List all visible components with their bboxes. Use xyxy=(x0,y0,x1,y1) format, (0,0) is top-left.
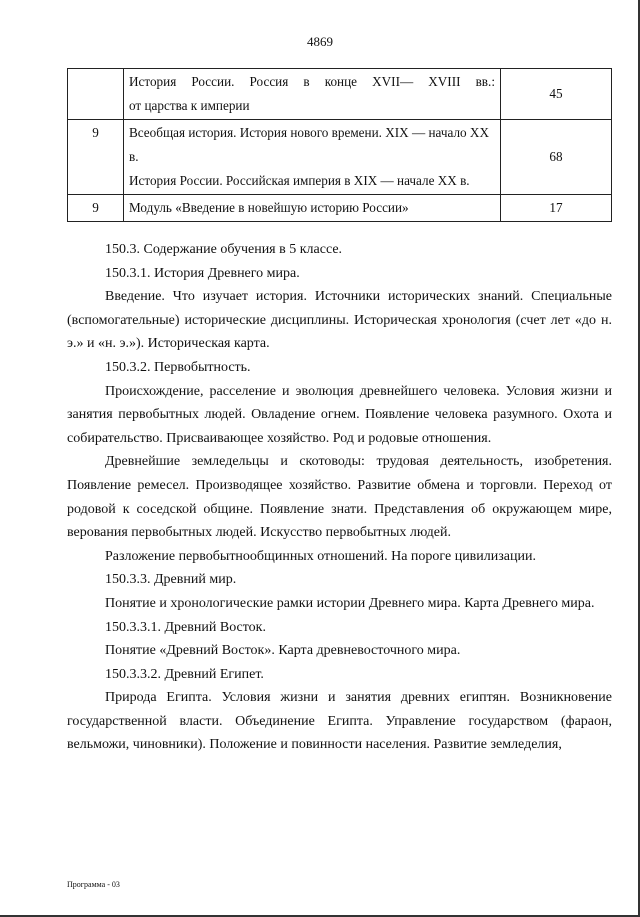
paragraph: Понятие «Древний Восток». Карта древневосточного мира. xyxy=(105,643,461,659)
paragraph: Природа Египта. Условия жизни и занятия древних египтян. Возникновение государственной власти. Объединение Египта. Управление государством (фараон, вельможи, чиновники). Положение и повинности населения. Развитие земледелия, xyxy=(67,690,612,753)
body-text xyxy=(67,238,612,757)
topic-line: Модуль «Введение в новейшую историю России» xyxy=(129,200,409,215)
topic-line: История России. Россия в конце XVII— XVIII вв.: xyxy=(129,74,495,89)
section-heading: 150.3.2. Первобытность. xyxy=(105,359,251,375)
hours-cell: 68 xyxy=(501,120,612,195)
table-row xyxy=(68,195,612,222)
table-row xyxy=(68,69,612,120)
page-number: 4869 xyxy=(307,34,333,49)
topics-cell xyxy=(124,195,501,222)
topics-cell xyxy=(124,69,501,120)
paragraph: Введение. Что изучает история. Источники исторических знаний. Специальные (вспомогательные) исторические дисциплины. Историческая хронология (счет лет «до н. э.» и «н. э.»). Историческая карта. xyxy=(67,289,612,352)
paragraph: Понятие и хронологические рамки истории Древнего мира. Карта Древнего мира. xyxy=(105,595,595,611)
section-heading: 150.3.3.2. Древний Египет. xyxy=(105,666,264,682)
section-heading: 150.3. Содержание обучения в 5 классе. xyxy=(105,242,343,257)
topic-line: Всеобщая история. История нового времени. XIX — начало XX в. xyxy=(129,125,489,164)
section-heading: 150.3.3. Древний мир. xyxy=(105,572,237,588)
grade-cell: 9 xyxy=(68,120,124,195)
paragraph: Разложение первобытнообщинных отношений. На пороге цивилизации. xyxy=(105,548,536,564)
grade-cell: 9 xyxy=(68,195,124,222)
paragraph: Древнейшие земледельцы и скотоводы: трудовая деятельность, изобретения. Появление ремесел. Производящее хозяйство. Развитие обмена и торговли. Переход от родовой к соседской общине. Появление знати. Представления об окружающем мире, верования первобытных людей. Искусство первобытных людей. xyxy=(67,454,612,541)
table-row xyxy=(68,120,612,195)
grade-cell xyxy=(68,69,124,120)
section-heading: 150.3.3.1. Древний Восток. xyxy=(105,619,266,635)
topic-line: История России. Российская империя в XIX — начале XX в. xyxy=(129,173,470,188)
paragraph: Происхождение, расселение и эволюция древнейшего человека. Условия жизни и занятия первобытных людей. Овладение огнем. Появление человека разумного. Охота и собирательство. Присваивающее хозяйство. Род и родовые отношения. xyxy=(67,383,612,446)
footer-label: Программа - 03 xyxy=(67,880,120,889)
topic-line: от царства к империи xyxy=(129,98,250,113)
hours-cell: 45 xyxy=(501,69,612,120)
section-heading: 150.3.1. История Древнего мира. xyxy=(105,265,300,281)
hours-table xyxy=(67,68,612,222)
hours-cell: 17 xyxy=(501,195,612,222)
topics-cell xyxy=(124,120,501,195)
